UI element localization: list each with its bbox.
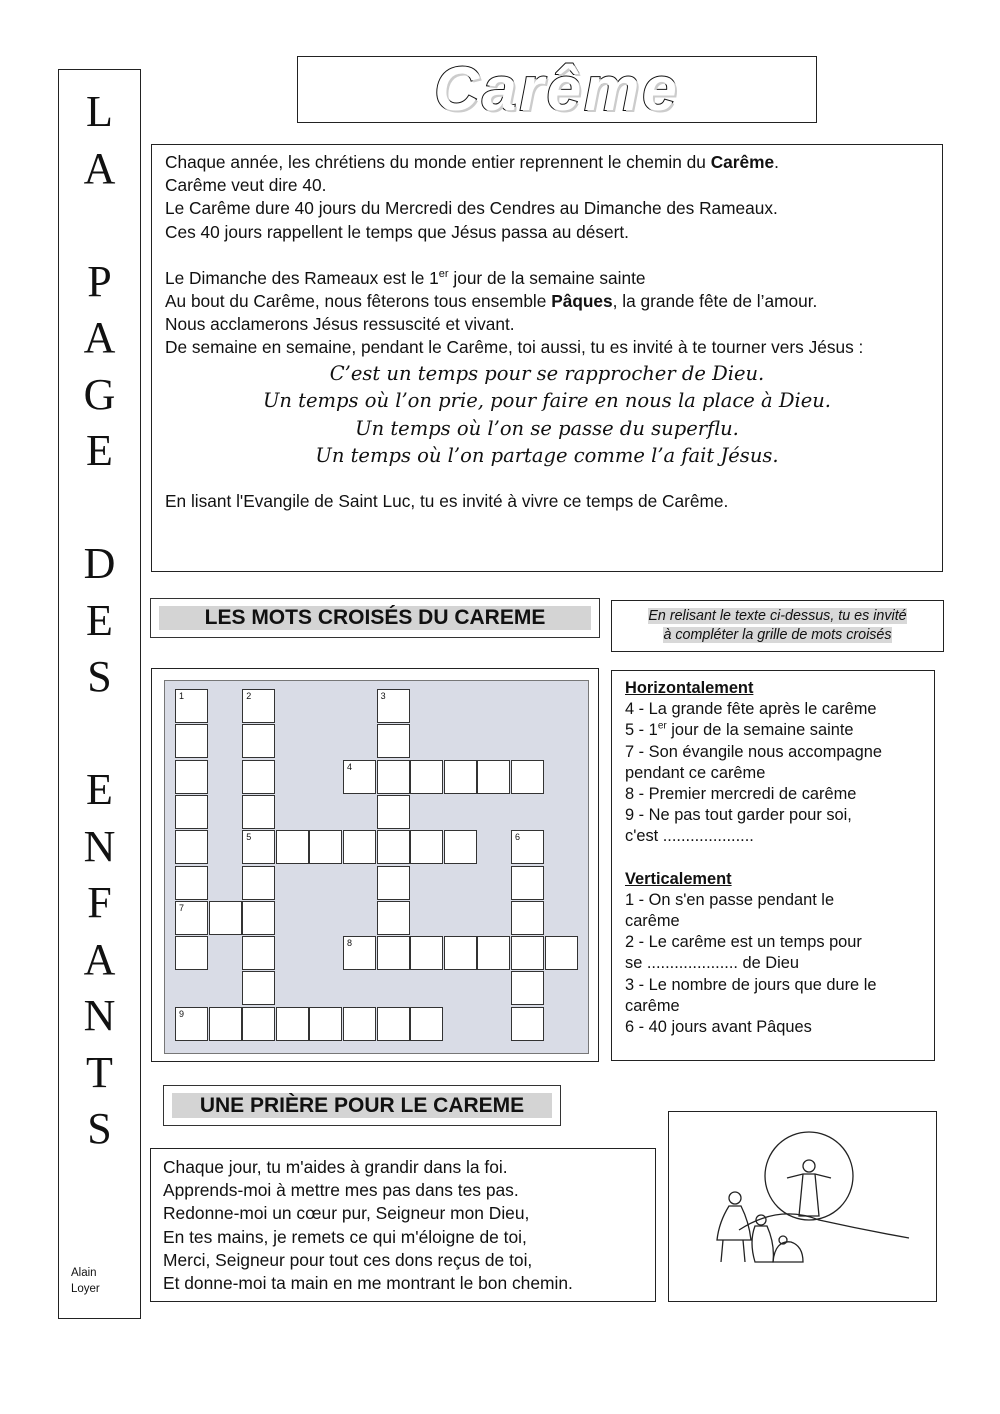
author-last-name: Loyer (71, 1283, 100, 1295)
side-banner-letters (59, 84, 140, 1158)
crossword-cell[interactable] (175, 866, 208, 900)
crossword-cell[interactable] (444, 830, 477, 864)
prayer-line: Et donne-moi ta main en me montrant le bon chemin. (163, 1273, 573, 1294)
banner-gap (59, 706, 140, 763)
crossword-cell[interactable] (377, 724, 410, 758)
clue: 4 - La grande fête après le carême (625, 700, 877, 719)
clue: c'est .................... (625, 827, 754, 846)
intro-line: Le Dimanche des Rameaux est le 1er jour de la semaine sainte (165, 267, 646, 288)
crossword-heading-box (150, 598, 600, 638)
intro-closing: En lisant l'Evangile de Saint Luc, tu es invité à vivre ce temps de Carême. (165, 490, 729, 511)
intro-line: Chaque année, les chrétiens du monde entier reprennent le chemin du Carême. (165, 152, 779, 172)
crossword-cell[interactable] (343, 830, 376, 864)
cell-number: 1 (179, 691, 185, 701)
cell-number: 8 (347, 938, 353, 949)
clue: se .................... de Dieu (625, 954, 799, 973)
banner-letter: T (86, 1047, 113, 1097)
prayer-heading-box (163, 1085, 561, 1126)
clue: 3 - Le nombre de jours que dure le (625, 975, 877, 994)
banner-letter: N (83, 821, 116, 871)
clues-box (611, 670, 935, 1061)
crossword-cell[interactable] (511, 936, 544, 970)
crossword-cell[interactable] (377, 866, 410, 900)
crossword-cell[interactable] (242, 689, 275, 723)
instruction-line: En relisant le texte ci-dessus, tu es invité (648, 608, 907, 624)
prayer-box (150, 1148, 656, 1302)
crossword-cell[interactable] (343, 1007, 376, 1041)
crossword-cell[interactable] (242, 830, 275, 864)
banner-letter: D (83, 539, 116, 588)
crossword-cell[interactable] (175, 689, 208, 723)
banner-letter: E (86, 595, 113, 645)
crossword-cell[interactable] (477, 760, 510, 794)
crossword-cell[interactable] (545, 936, 578, 970)
crossword-cell[interactable] (209, 901, 242, 935)
crossword-cell[interactable] (377, 689, 410, 723)
banner-letter: P (87, 256, 112, 306)
banner-letter: G (83, 369, 116, 419)
intro-line: De semaine en semaine, pendant le Carême, toi aussi, tu es invité à te tourner vers Jésus : (165, 337, 864, 358)
cell-number: 2 (246, 691, 252, 701)
crossword-cell[interactable] (511, 760, 544, 794)
intro-text-box (151, 144, 943, 572)
crossword-cell[interactable] (175, 1007, 208, 1041)
crossword-cell[interactable] (343, 936, 376, 970)
cell-number: 5 (246, 832, 252, 843)
person-body (717, 1206, 751, 1240)
crossword-cell[interactable] (511, 830, 544, 864)
crossword-cell[interactable] (175, 901, 208, 935)
crossword-cell[interactable] (175, 830, 208, 864)
intro-line: Au bout du Carême, nous fêterons tous ensemble Pâques, la grande fête de l’amour. (165, 291, 818, 312)
cell-number: 4 (347, 761, 353, 772)
banner-letter: E (86, 765, 113, 814)
banner-gap (59, 480, 140, 537)
script-line: Un temps où l’on partage comme l’a fait Jésus. (315, 444, 779, 468)
banner-letter: N (83, 991, 116, 1040)
banner-letter: S (87, 652, 112, 701)
prayer-line: Apprends-moi à mettre mes pas dans tes pas. (163, 1180, 519, 1201)
crossword-cell[interactable] (343, 760, 376, 794)
crossword-cell[interactable] (377, 795, 410, 829)
crossword-cell[interactable] (444, 936, 477, 970)
crossword-cell[interactable] (175, 795, 208, 829)
script-line: Un temps où l’on se passe du superflu. (355, 416, 739, 440)
banner-letter: A (83, 313, 116, 362)
vertical-title: Verticalement (625, 869, 732, 888)
clue: pendant ce carême (625, 763, 766, 782)
title-box (297, 56, 817, 123)
crossword-cell[interactable] (444, 760, 477, 794)
crossword-cell[interactable] (242, 936, 275, 970)
crossword-cell[interactable] (242, 1007, 275, 1041)
risen-jesus-illustration (669, 1112, 935, 1300)
prayer-line: Merci, Seigneur pour tout ces dons reçus de toi, (163, 1249, 533, 1270)
crossword-grid-box (151, 668, 599, 1062)
crossword-cell[interactable] (377, 760, 410, 794)
crossword-cell[interactable] (242, 795, 275, 829)
crossword-cell[interactable] (309, 1007, 342, 1041)
banner-letter: E (86, 426, 113, 475)
cell-number: 7 (179, 902, 185, 913)
crossword-cell[interactable] (410, 1007, 443, 1041)
kneeling-body (752, 1226, 773, 1262)
clue: 5 - 1er jour de la semaine sainte (625, 720, 854, 740)
clue: carême (625, 912, 680, 931)
clue: 9 - Ne pas tout garder pour soi, (625, 806, 852, 825)
intro-line: Nous acclamerons Jésus ressuscité et vivant. (165, 314, 515, 335)
halo (765, 1132, 853, 1220)
side-banner (58, 69, 141, 1319)
instruction-line: à compléter la grille de mots croisés (663, 627, 892, 643)
banner-letter: L (86, 87, 113, 136)
crossword-cell[interactable] (377, 1007, 410, 1041)
crossword-cell[interactable] (511, 971, 544, 1005)
crossword-cell[interactable] (175, 724, 208, 758)
horizontal-title: Horizontalement (625, 679, 754, 697)
jesus-head (803, 1160, 815, 1172)
crossword-cell[interactable] (477, 936, 510, 970)
crouching-figure (773, 1242, 803, 1262)
intro-line: Le Carême dure 40 jours du Mercredi des Cendres au Dimanche des Rameaux. (165, 198, 778, 219)
jesus-arms (787, 1174, 831, 1178)
crossword-cell[interactable] (309, 830, 342, 864)
page-title: Carême (434, 54, 680, 124)
person-legs (721, 1240, 745, 1262)
crossword-grid (164, 680, 589, 1054)
crossword-cell[interactable] (209, 1007, 242, 1041)
crossword-cell[interactable] (410, 760, 443, 794)
instruction-box (611, 600, 944, 652)
prayer-line: En tes mains, je remets ce qui m'éloigne de toi, (163, 1226, 527, 1247)
intro-line: Carême veut dire 40. (165, 175, 327, 196)
cell-number: 9 (179, 1008, 185, 1019)
crossword-cell[interactable] (377, 901, 410, 935)
prayer-line: Chaque jour, tu m'aides à grandir dans la foi. (163, 1157, 508, 1177)
clue: carême (625, 996, 680, 1015)
crossword-cell[interactable] (242, 760, 275, 794)
author-first-name: Alain (71, 1267, 97, 1279)
crossword-cell[interactable] (377, 936, 410, 970)
person-head (729, 1192, 741, 1204)
cell-number: 6 (515, 832, 521, 843)
crossword-cell[interactable] (276, 830, 309, 864)
author-credit (71, 1265, 100, 1297)
script-line: Un temps où l’on prie, pour faire en nous la place à Dieu. (262, 389, 831, 413)
intro-line: Ces 40 jours rappellent le temps que Jésus passa au désert. (165, 221, 629, 242)
jesus-robe (799, 1174, 819, 1216)
clue: 6 - 40 jours avant Pâques (625, 1018, 812, 1037)
crossword-cell[interactable] (377, 830, 410, 864)
crossword-cell[interactable] (175, 760, 208, 794)
clue: 7 - Son évangile nous accompagne (625, 742, 882, 761)
crossword-cell[interactable] (410, 936, 443, 970)
crossword-cell[interactable] (511, 901, 544, 935)
crossword-cell[interactable] (242, 971, 275, 1005)
crossword-cell[interactable] (276, 1007, 309, 1041)
crossword-cell[interactable] (410, 830, 443, 864)
prayer-heading: UNE PRIÈRE POUR LE CAREME (172, 1093, 552, 1118)
banner-letter: A (83, 934, 116, 984)
crossword-cell[interactable] (242, 901, 275, 935)
clue: 1 - On s'en passe pendant le (625, 890, 835, 909)
clue: 2 - Le carême est un temps pour (625, 933, 862, 952)
prayer-line: Redonne-moi un cœur pur, Seigneur mon Dieu, (163, 1203, 530, 1224)
crossword-cell[interactable] (511, 866, 544, 900)
banner-letter: S (87, 1104, 112, 1153)
crossword-cell[interactable] (511, 1007, 544, 1041)
banner-letter: F (87, 878, 112, 927)
illustration-box (668, 1111, 937, 1302)
cell-number: 3 (380, 691, 386, 701)
crossword-cell[interactable] (242, 724, 275, 758)
script-line: C’est un temps pour se rapprocher de Dieu. (329, 361, 765, 385)
crossword-cell[interactable] (175, 936, 208, 970)
banner-letter: A (83, 143, 116, 193)
banner-gap (59, 197, 140, 254)
crossword-heading: LES MOTS CROISÉS DU CAREME (159, 606, 591, 630)
crossword-cell[interactable] (242, 866, 275, 900)
clue: 8 - Premier mercredi de carême (625, 785, 857, 804)
